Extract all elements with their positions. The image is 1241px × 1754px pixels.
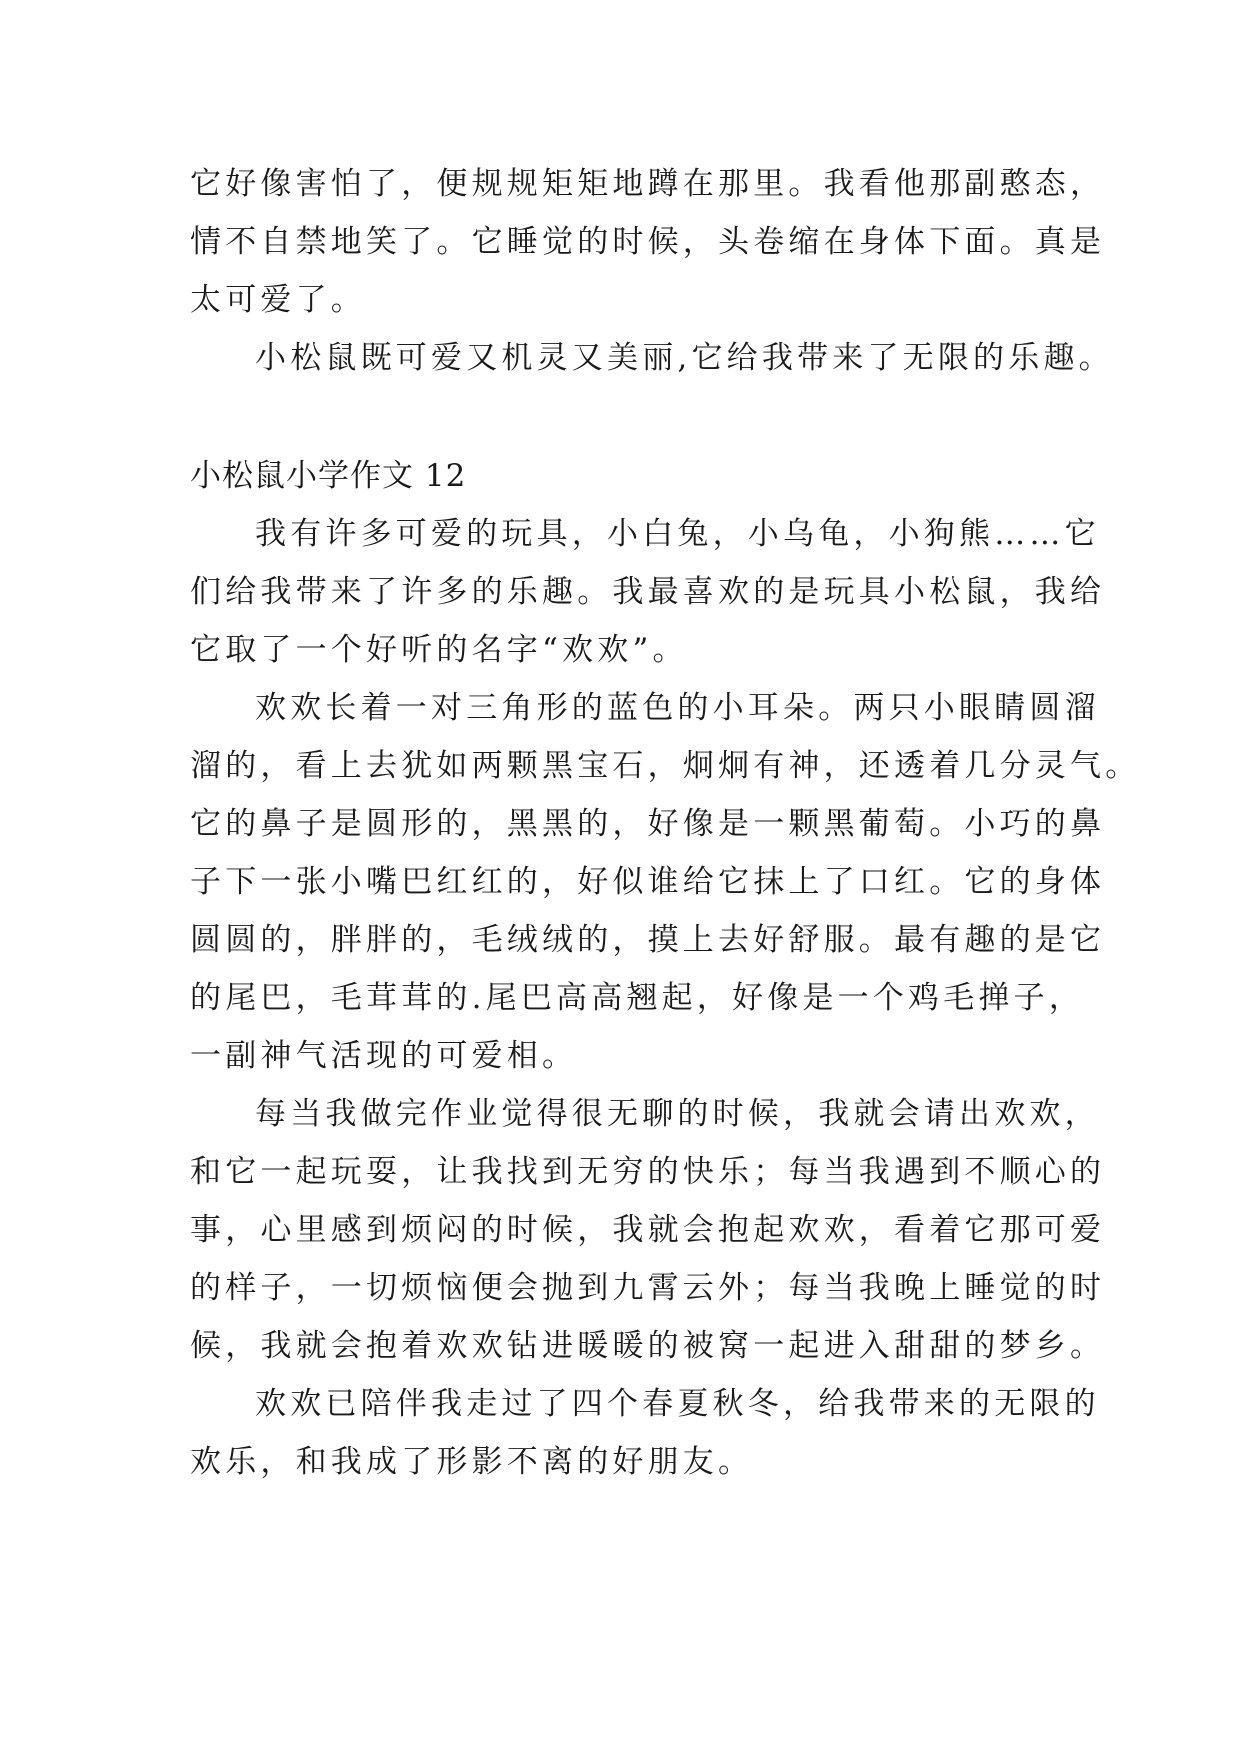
paragraph-line: 和它一起玩耍，让我找到无穷的快乐；每当我遇到不顺心的 xyxy=(190,1154,1106,1190)
paragraph-line: 我有许多可爱的玩具，小白兔，小乌龟，小狗熊……它 xyxy=(255,516,1100,552)
paragraph-line: 们给我带来了许多的乐趣。我最喜欢的是玩具小松鼠，我给 xyxy=(190,574,1106,610)
paragraph-line: 太可爱了。 xyxy=(190,282,366,318)
section-title: 小松鼠小学作文 12 xyxy=(190,458,467,494)
paragraph-line: 它好像害怕了，便规规矩矩地蹲在那里。我看他那副憨态， xyxy=(190,166,1106,202)
paragraph-line: 每当我做完作业觉得很无聊的时候，我就会请出欢欢， xyxy=(255,1096,1100,1132)
paragraph-line: 溜的，看上去犹如两颗黑宝石，炯炯有神，还透着几分灵气。 xyxy=(190,748,1141,784)
paragraph-line: 一副神气活现的可爱相。 xyxy=(190,1038,578,1074)
paragraph-line: 子下一张小嘴巴红红的，好似谁给它抹上了口红。它的身体 xyxy=(190,864,1106,900)
paragraph-line: 欢欢已陪伴我走过了四个春夏秋冬，给我带来的无限的 xyxy=(255,1386,1100,1422)
paragraph-line: 圆圆的，胖胖的，毛绒绒的，摸上去好舒服。最有趣的是它 xyxy=(190,922,1106,958)
paragraph-line: 候，我就会抱着欢欢钻进暖暖的被窝一起进入甜甜的梦乡。 xyxy=(190,1328,1106,1364)
paragraph-line: 情不自禁地笑了。它睡觉的时候，头卷缩在身体下面。真是 xyxy=(190,224,1106,260)
paragraph-line: 欢乐，和我成了形影不离的好朋友。 xyxy=(190,1444,754,1480)
paragraph-line: 欢欢长着一对三角形的蓝色的小耳朵。两只小眼睛圆溜 xyxy=(255,690,1100,726)
paragraph-line: 的样子，一切烦恼便会抛到九霄云外；每当我晚上睡觉的时 xyxy=(190,1270,1106,1306)
paragraph-line: 它取了一个好听的名字“欢欢”。 xyxy=(190,632,688,668)
paragraph-line: 事，心里感到烦闷的时候，我就会抱起欢欢，看着它那可爱 xyxy=(190,1212,1106,1248)
paragraph-line: 小松鼠既可爱又机灵又美丽,它给我带来了无限的乐趣。 xyxy=(255,340,1114,376)
paragraph-line: 它的鼻子是圆形的，黑黑的，好像是一颗黑葡萄。小巧的鼻 xyxy=(190,806,1106,842)
paragraph-line: 的尾巴，毛茸茸的.尾巴高高翘起，好像是一个鸡毛掸子， xyxy=(190,980,1085,1016)
